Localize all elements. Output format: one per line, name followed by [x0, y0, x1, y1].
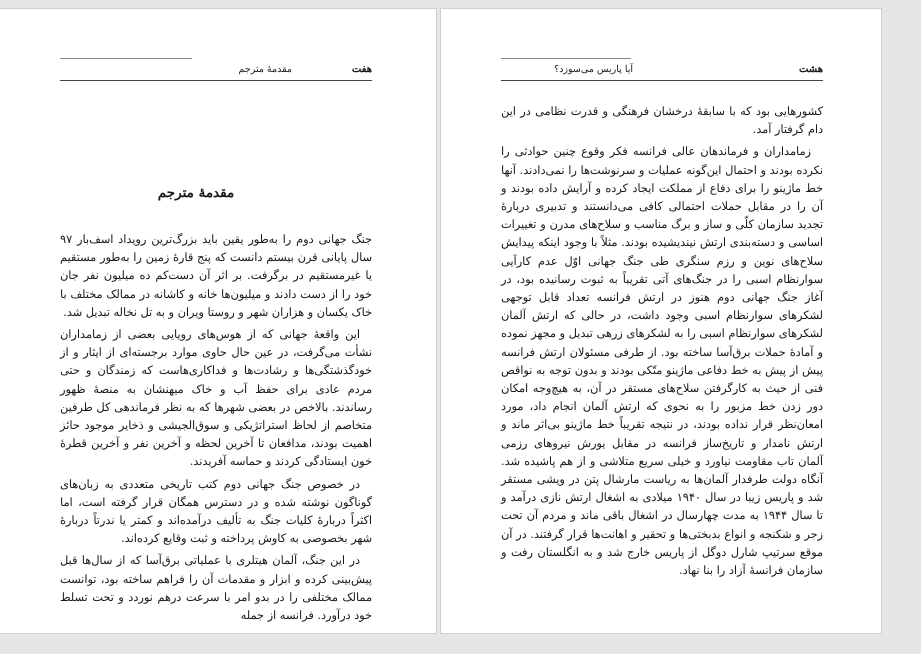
header-rule	[501, 58, 631, 59]
running-title: آیا پاریس می‌سوزد؟	[554, 64, 633, 75]
paragraph: جنگ جهانی دوم را به‌طور یقین باید بزرگ‌ترین رویداد اسف‌بار ۹۷ سال پایانی قرن بیستم دانست که پنج قارهٔ زمین را به‌طور مستقیم یا غیرمستقیم در برگرفت. بر اثر آن دست‌کم ده میلیون نفر جان خود را از دست دادند و میلیون‌ها خانه و کاشانه در ممالک مختلف با خاک یکسان و هزاران شهر و روستا ویران و به تل نخاله تبدیل شد.	[60, 233, 372, 319]
page-number: هفت	[351, 64, 372, 75]
paragraph: در خصوص جنگ جهانی دوم کتب تاریخی متعددی به زبان‌های گوناگون نوشته شده و در دسترس همگان قرار گرفته است، اما اکثراً دربارهٔ کلیات جنگ به تألیف درآمده‌اند و کمتر یا ندرتاً دربارهٔ شهر بخصوصی به کاوش پرداخته و ثبت وقایع کرده‌اند.	[60, 477, 372, 546]
header-rule	[60, 58, 192, 59]
running-head	[501, 62, 823, 81]
body-text	[501, 103, 823, 584]
right-page	[440, 8, 882, 634]
page-number: هشت	[798, 64, 823, 75]
running-head	[60, 62, 372, 81]
paragraph: کشورهایی بود که با سابقهٔ درخشان فرهنگی و قدرت نظامی در این دام گرفتار آمد.	[501, 105, 823, 137]
paragraph: در این جنگ، آلمان هیتلری با عملیاتی برق‌آسا که از سال‌ها قبل پیش‌بینی کرده و ابزار و مقدمات آن را فراهم ساخته بود، توانست ممالک مختلفی را در بدو امر با سرعت درهم نوردد و تحت تسلط خود درآورد. فرانسه از جمله	[60, 554, 372, 623]
left-page	[0, 8, 437, 634]
paragraph: زمامداران و فرماندهان عالی فرانسه فکر وقوع چنین حوادثی را نکرده بودند و احتمال این‌گونه عملیات و سرنوشت‌ها را نمی‌دادند. آنها خط ماژینو را برای دفاع از مملکت ایجاد کرده و آرایش داده بودند و آن را در مقابل حملات احتمالی کافی می‌دانستند و تدبیری دربارهٔ تجدید سازمان کلّی و ساز و برگ مناسب و سلاح‌های مدرن و تغییرات اساسی و دسته‌بندی ارتش نیندیشیده بودند. مثلاً با وجود اینکه پیدایش سلاح‌های نوین و رزم سنگری طی جنگ جهانی اوّل عدم کارآیی سوارنظام اسبی را در جنگ‌های آتی تقریباً به ثبوت رسانیده بود، در آغاز جنگ جهانی دوم هنوز در ارتش فرانسه تعداد قابل توجهی لشکرهای سوارنظام اسبی وجود داشت، در حالی که ارتش آلمان لشکرهای سوارنظام اسبی را به لشکرهای زرهی تبدیل و مجهز نموده و آمادهٔ حملات برق‌آسا ساخته بود. از طرفی مسئولان ارتش فرانسه پیش از پیش به خط دفاعی ماژینو متّکی بودند و بدون توجه به نواقص فنی از حیث به کارگرفتن سلاح‌های مستقر در آن، به هیچ‌وجه امکان دور زدن خط مزبور را به نحوی که ارتش آلمان انجام داد، مورد امعان‌نظر قرار نداده بودند، در نتیجه تقریباً خط ماژینو بی‌اثر ماند و ارتش نامدار و تاریخ‌ساز فرانسه در مقابل یورش نیروهای رزمی آلمان تاب مقاومت نیاورد و خیلی سریع متلاشی و از هم پاشیده شد. آنگاه دولت طرفدار آلمان‌ها به ریاست مارشال پتن در ویشی مستقر شد و پاریس زیبا در سال ۱۹۴۰ میلادی به اشغال ارتش نازی درآمد و تا سال ۱۹۴۴ به مدت چهارسال در اشغال باقی ماند و مردم آن تحت زجر و شکنجه و انواع بدبختی‌ها و تحقیر و اهانت‌ها قرار گرفتند. در آن موقع سرتیپ شارل دوگل از پاریس خارج شد و به انگلستان رفت و سازمان فرانسهٔ آزاد را بنا نهاد.	[501, 145, 823, 578]
chapter-title: مقدمهٔ مترجم	[157, 185, 235, 201]
running-title: مقدمهٔ مترجم	[238, 64, 292, 75]
body-text	[60, 231, 372, 629]
paragraph: این واقعهٔ جهانی که از هوس‌های رویایی بعضی از زمامداران نشأت می‌گرفت، در عین حال حاوی موارد برجسته‌ای از ایثار و از خودگذشتگی‌ها و رشادت‌ها و فداکاری‌هاست که زمندگان و حتی مردم عادی برای حفظ آب و خاک میهنشان به منصهٔ ظهور رساندند. بالاخص در بعضی شهرها که به نظر فرماندهی کل طرفین متخاصم از لحاظ استراتژیکی و سوق‌الجیشی و ذخایر موجود حائز اهمیت بودند، مدافعان تا آخرین لحظه و آخرین نفر و آخرین قطرهٔ خون ایستادگی کردند و حماسه آفریدند.	[60, 328, 372, 469]
